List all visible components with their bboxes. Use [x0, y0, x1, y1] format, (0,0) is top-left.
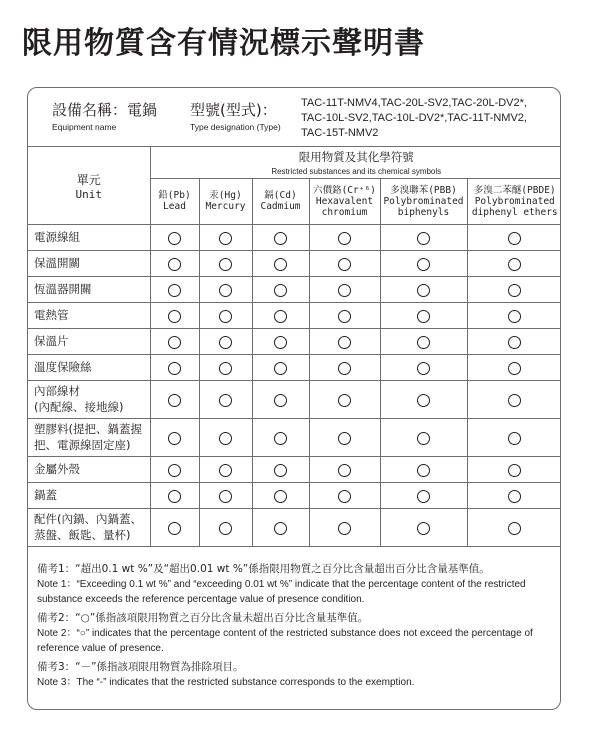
circle-mark-icon [219, 258, 232, 271]
circle-mark-icon [417, 490, 430, 503]
substance-header-cell [380, 178, 467, 224]
circle-mark-icon [168, 394, 181, 407]
mark-cell [199, 508, 252, 546]
type-designation-label: 型號(型式)： [190, 101, 277, 119]
circle-mark-icon [508, 394, 521, 407]
table-row [28, 250, 561, 276]
unit-name-cell: 配件(內鍋、內鍋蓋、蒸盤、飯匙、量杯) [28, 508, 150, 546]
table-row [28, 380, 561, 418]
mark-cell [467, 250, 561, 276]
mark-cell [467, 508, 561, 546]
circle-mark-icon [338, 232, 351, 245]
mark-cell [380, 276, 467, 302]
unit-label: 單元 [76, 173, 101, 187]
mark-cell [150, 328, 199, 354]
equipment-name-label: 設備名稱：電鍋 [52, 101, 158, 119]
substance-name-en: Lead [163, 201, 186, 212]
circle-mark-icon [274, 432, 287, 445]
circle-mark-icon [338, 464, 351, 477]
mark-cell [309, 456, 380, 482]
mark-cell [380, 508, 467, 546]
mark-cell [309, 508, 380, 546]
table-row [28, 456, 561, 482]
substance-header-cell [467, 178, 561, 224]
mark-cell [199, 456, 252, 482]
circle-mark-icon [338, 432, 351, 445]
unit-label-en: Unit [75, 188, 102, 201]
page-title: 限用物質含有情況標示聲明書 [22, 26, 425, 61]
circle-mark-icon [274, 464, 287, 477]
substance-name-en: Mercury [205, 201, 246, 212]
mark-cell [199, 482, 252, 508]
circle-mark-icon [168, 336, 181, 349]
circle-mark-icon [219, 284, 232, 297]
circle-mark-icon [417, 362, 430, 375]
table-row [28, 276, 561, 302]
mark-cell [150, 418, 199, 456]
circle-mark-icon [219, 310, 232, 323]
substance-name-en: Polybrominated biphenyls [383, 195, 464, 218]
type-designation-label-en: Type designation (Type) [190, 122, 281, 132]
circle-mark-icon [508, 490, 521, 503]
mark-cell [309, 276, 380, 302]
circle-mark-icon [219, 232, 232, 245]
circle-mark-icon [219, 362, 232, 375]
mark-cell [467, 302, 561, 328]
table-row [28, 354, 561, 380]
mark-cell [467, 224, 561, 250]
mark-cell [199, 224, 252, 250]
type-value-line: TAC-11T-NMV4,TAC-20L-SV2,TAC-20L-DV2*, [301, 97, 527, 109]
circle-mark-icon [508, 336, 521, 349]
restricted-title-en: Restricted substances and its chemical symbols [271, 166, 442, 176]
mark-cell [199, 302, 252, 328]
circle-mark-icon [274, 362, 287, 375]
circle-mark-icon [274, 284, 287, 297]
mark-cell [309, 328, 380, 354]
table-row [28, 224, 561, 250]
mark-cell [252, 250, 309, 276]
mark-cell [380, 482, 467, 508]
circle-mark-icon [338, 336, 351, 349]
circle-mark-icon [417, 284, 430, 297]
mark-cell [252, 418, 309, 456]
substance-header-cell [199, 178, 252, 224]
circle-mark-icon [219, 490, 232, 503]
circle-mark-icon [508, 362, 521, 375]
restricted-title: 限用物質及其化學符號 [298, 149, 414, 164]
circle-mark-icon [274, 394, 287, 407]
substance-header-cell [309, 178, 380, 224]
unit-name-cell: 保溫開關 [28, 250, 150, 276]
mark-cell [150, 482, 199, 508]
note-1-en: Note 1：“Exceeding 0.1 wt %” and “exceeding 0.01 wt %” indicate that the percentage content of the restricted substance exceeds the reference percentage value of presence condition. [37, 579, 526, 605]
substance-name-en: Cadmium [260, 201, 301, 212]
unit-name-cell: 保溫片 [28, 328, 150, 354]
units-body [28, 224, 561, 546]
circle-mark-icon [168, 362, 181, 375]
note-2-zh: 備考2：“○”係指該項限用物質之百分比含量未超出百分比含量基準值。 [37, 612, 369, 624]
circle-mark-icon [274, 522, 287, 535]
circle-mark-icon [417, 232, 430, 245]
mark-cell [380, 354, 467, 380]
unit-name-cell: 電源線組 [28, 224, 150, 250]
circle-mark-icon [508, 432, 521, 445]
declaration-header [28, 88, 561, 146]
circle-mark-icon [219, 522, 232, 535]
circle-mark-icon [274, 336, 287, 349]
type-designation-values [301, 96, 556, 141]
mark-cell [467, 354, 561, 380]
circle-mark-icon [274, 310, 287, 323]
circle-mark-icon [219, 336, 232, 349]
mark-cell [252, 302, 309, 328]
circle-mark-icon [338, 394, 351, 407]
restricted-substances-table [28, 88, 561, 547]
unit-name-cell: 鍋蓋 [28, 482, 150, 508]
unit-name-cell: 內部線材 (內配線、接地線) [28, 380, 150, 418]
mark-cell [252, 354, 309, 380]
mark-cell [150, 250, 199, 276]
mark-cell [199, 380, 252, 418]
mark-cell [380, 380, 467, 418]
circle-mark-icon [508, 284, 521, 297]
mark-cell [252, 328, 309, 354]
mark-cell [309, 380, 380, 418]
circle-mark-icon [219, 464, 232, 477]
mark-cell [309, 418, 380, 456]
restricted-substances-header [150, 146, 561, 178]
unit-name-cell: 塑膠料(提把、鍋蓋握把、電源線固定座) [28, 418, 150, 456]
mark-cell [467, 418, 561, 456]
type-value-line: TAC-10L-SV2,TAC-10L-DV2*,TAC-11T-NMV2, [301, 112, 527, 124]
circle-mark-icon [338, 490, 351, 503]
mark-cell [380, 418, 467, 456]
substance-header-cell [252, 178, 309, 224]
mark-cell [252, 482, 309, 508]
declaration-card [27, 87, 561, 710]
table-row [28, 328, 561, 354]
notes-section [37, 562, 555, 690]
type-value-line: TAC-15T-NMV2 [301, 127, 379, 139]
circle-mark-icon [508, 464, 521, 477]
note-1-zh: 備考1：“超出0.1 wt %”及“超出0.01 wt %”係指限用物質之百分比含量超出百分比含量基準值。 [37, 563, 490, 575]
note-3-zh: 備考3：“－”係指該項限用物質為排除項目。 [37, 661, 244, 673]
mark-cell [309, 482, 380, 508]
circle-mark-icon [417, 310, 430, 323]
circle-mark-icon [168, 310, 181, 323]
circle-mark-icon [338, 310, 351, 323]
mark-cell [199, 250, 252, 276]
mark-cell [199, 418, 252, 456]
unit-header-cell [28, 146, 150, 224]
unit-name-cell: 溫度保險絲 [28, 354, 150, 380]
circle-mark-icon [274, 258, 287, 271]
mark-cell [309, 354, 380, 380]
substance-name: 六價鉻(Cr⁺⁶) [313, 184, 376, 196]
circle-mark-icon [274, 490, 287, 503]
circle-mark-icon [338, 284, 351, 297]
substance-name-en: Polybrominated diphenyl ethers [471, 195, 558, 218]
mark-cell [199, 276, 252, 302]
substance-name: 多溴聯苯(PBB) [390, 184, 457, 196]
table-row [28, 508, 561, 546]
unit-name-cell: 電熱管 [28, 302, 150, 328]
circle-mark-icon [168, 522, 181, 535]
circle-mark-icon [219, 394, 232, 407]
mark-cell [150, 224, 199, 250]
substance-header-cell [150, 178, 199, 224]
circle-mark-icon [168, 432, 181, 445]
mark-cell [467, 328, 561, 354]
mark-cell [309, 224, 380, 250]
circle-mark-icon [417, 394, 430, 407]
substance-name-en: Hexavalent chromium [315, 195, 374, 218]
note-2-en: Note 2：“○” indicates that the percentage content of the restricted substance does not exceed the percentage of reference value of presence. [37, 628, 533, 654]
table-row [28, 482, 561, 508]
mark-cell [467, 380, 561, 418]
mark-cell [252, 508, 309, 546]
substance-name: 多溴二苯醚(PBDE) [473, 184, 556, 196]
equipment-name-label-en: Equipment name [52, 122, 117, 132]
circle-mark-icon [338, 362, 351, 375]
mark-cell [150, 302, 199, 328]
unit-name-cell: 金屬外殼 [28, 456, 150, 482]
circle-mark-icon [508, 258, 521, 271]
circle-mark-icon [168, 258, 181, 271]
mark-cell [380, 250, 467, 276]
mark-cell [150, 380, 199, 418]
circle-mark-icon [338, 522, 351, 535]
circle-mark-icon [417, 432, 430, 445]
mark-cell [380, 224, 467, 250]
circle-mark-icon [274, 232, 287, 245]
mark-cell [309, 250, 380, 276]
mark-cell [252, 276, 309, 302]
mark-cell [380, 302, 467, 328]
mark-cell [150, 354, 199, 380]
mark-cell [252, 224, 309, 250]
table-row [28, 418, 561, 456]
mark-cell [467, 482, 561, 508]
mark-cell [380, 328, 467, 354]
mark-cell [467, 456, 561, 482]
circle-mark-icon [168, 464, 181, 477]
substance-name: 汞(Hg) [209, 190, 242, 201]
mark-cell [150, 276, 199, 302]
mark-cell [309, 302, 380, 328]
substance-name: 鉛(Pb) [158, 190, 191, 201]
unit-name-cell: 恆溫器開關 [28, 276, 150, 302]
circle-mark-icon [508, 522, 521, 535]
mark-cell [199, 328, 252, 354]
circle-mark-icon [338, 258, 351, 271]
mark-cell [252, 456, 309, 482]
circle-mark-icon [417, 336, 430, 349]
note-3-en: Note 3：The “-” indicates that the restricted substance corresponds to the exemption. [37, 677, 415, 688]
mark-cell [380, 456, 467, 482]
mark-cell [252, 380, 309, 418]
circle-mark-icon [219, 432, 232, 445]
circle-mark-icon [417, 258, 430, 271]
circle-mark-icon [168, 232, 181, 245]
circle-mark-icon [417, 464, 430, 477]
circle-mark-icon [508, 232, 521, 245]
mark-cell [150, 456, 199, 482]
mark-cell [467, 276, 561, 302]
circle-mark-icon [508, 310, 521, 323]
mark-cell [150, 508, 199, 546]
circle-mark-icon [168, 284, 181, 297]
circle-mark-icon [168, 490, 181, 503]
substance-name: 鎘(Cd) [264, 190, 297, 201]
table-row [28, 302, 561, 328]
circle-mark-icon [417, 522, 430, 535]
mark-cell [199, 354, 252, 380]
